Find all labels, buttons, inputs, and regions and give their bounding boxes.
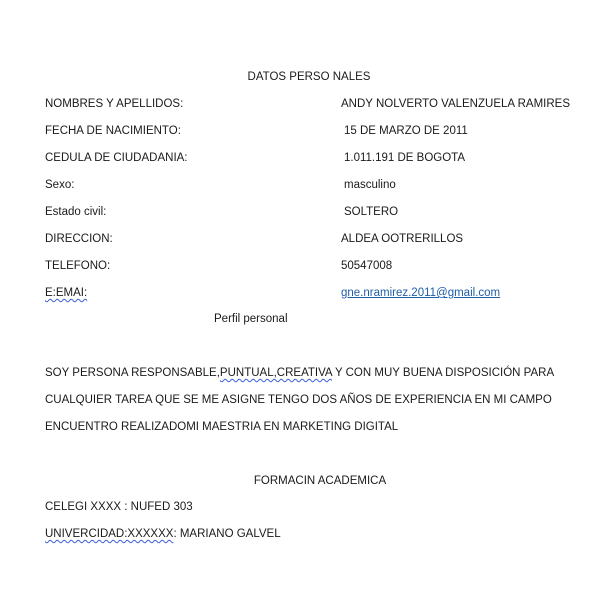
profile-line-2: CUALQUIER TAREA QUE SE ME ASIGNE TENGO DOS AÑOS DE EXPERIENCIA EN MI CAMPO xyxy=(45,394,552,406)
profile-heading: Perfil personal xyxy=(214,313,288,325)
sex-label: Sexo: xyxy=(45,179,75,191)
address-label: DIRECCION: xyxy=(45,233,113,245)
profile-line-1-start: SOY PERSONA RESPONSABLE, xyxy=(45,367,220,379)
civil-status-value: SOLTERO xyxy=(344,206,399,218)
university-label: UNIVERCIDAD:XXXXXX xyxy=(45,528,174,540)
page-title: DATOS PERSO NALES xyxy=(247,71,371,83)
name-label: NOMBRES Y APELLIDOS: xyxy=(45,98,184,110)
email-link[interactable]: gne.nramirez.2011@gmail.com xyxy=(341,287,501,299)
email-label: E:EMAI: xyxy=(45,287,88,299)
university-entry xyxy=(45,527,281,541)
education-heading: FORMACIN ACADEMICA xyxy=(253,475,387,487)
university-value: : MARIANO GALVEL xyxy=(173,528,281,540)
profile-line-1-flagged: PUNTUAL,CREATIVA xyxy=(219,367,332,379)
profile-line-3: ENCUENTRO REALIZADOMI MAESTRIA EN MARKETING DIGITAL xyxy=(45,421,399,433)
name-value: ANDY NOLVERTO VALENZUELA RAMIRES xyxy=(341,98,571,110)
sex-value: masculino xyxy=(344,179,396,191)
phone-label: TELEFONO: xyxy=(45,260,111,272)
school-entry: CELEGI XXXX : NUFED 303 xyxy=(45,501,193,513)
phone-value: 50547008 xyxy=(341,260,393,272)
profile-line-1 xyxy=(45,366,554,380)
id-value: 1.011.191 DE BOGOTA xyxy=(344,152,466,164)
birth-value: 15 DE MARZO DE 2011 xyxy=(344,125,468,137)
address-value: ALDEA OOTRERILLOS xyxy=(341,233,464,245)
profile-line-1-end: Y CON MUY BUENA DISPOSICIÓN PARA xyxy=(331,367,555,379)
civil-status-label: Estado civil: xyxy=(45,206,107,218)
birth-label: FECHA DE NACIMIENTO: xyxy=(45,125,181,137)
id-label: CEDULA DE CIUDADANIA: xyxy=(45,152,188,164)
